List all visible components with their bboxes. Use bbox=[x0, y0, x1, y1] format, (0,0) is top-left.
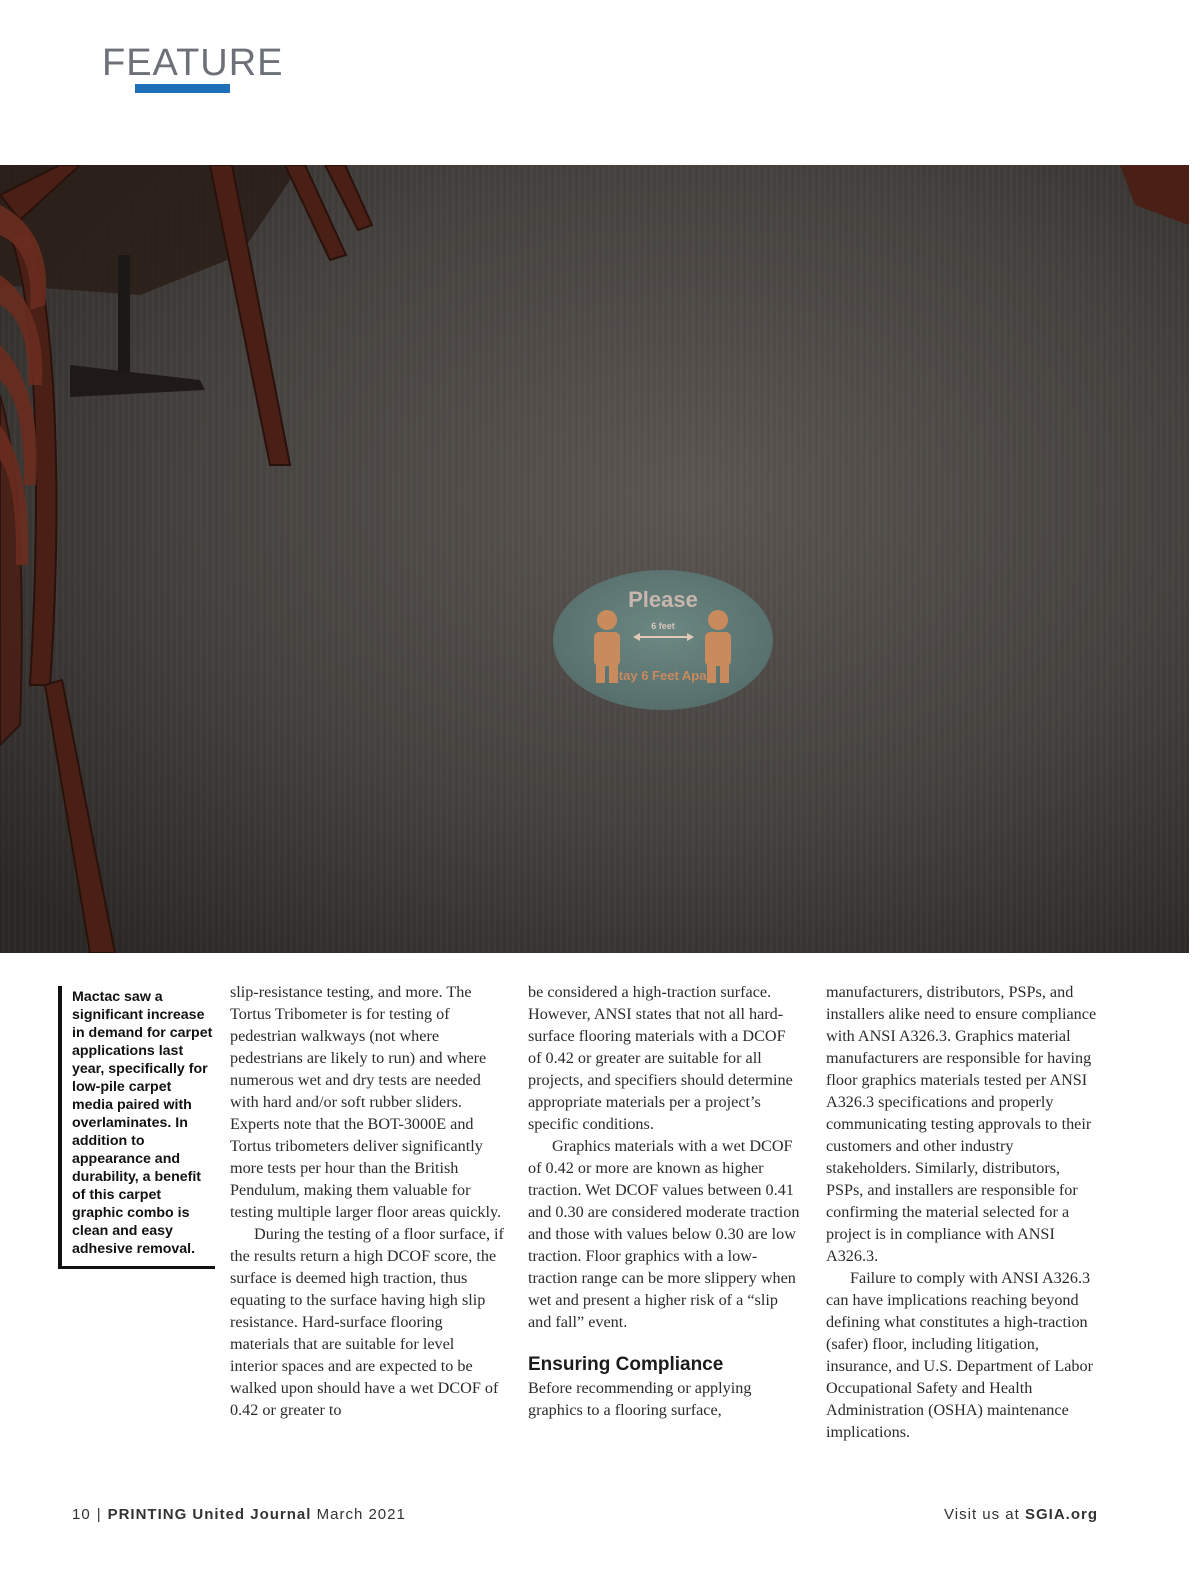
paragraph: slip-resistance testing, and more. The Tortus Tribometer is for testing of pedestrian walkways (not where pedestrians are likely to run) and where numerous wet and dry tests are needed with hard and/or soft rubber sliders. Experts note that the BOT-3000E and Tortus tribometers deliver significantly more tests per hour than the British Pendulum, making them valuable for testing multiple larger floor areas quickly. bbox=[230, 983, 502, 1221]
paragraph: Failure to comply with ANSI A326.3 can have implications reaching beyond defining what constitutes a high-traction (safer) floor, including litigation, insurance, and U.S. Department of Labor Occupational Safety and Health Administration (OSHA) maintenance implications. bbox=[826, 1269, 1094, 1441]
paragraph: manufacturers, distributors, PSPs, and installers alike need to ensure compliance with ANSI A326.3. Graphics material manufacturers are responsible for having floor graphics materials tested per ANSI A326.3 specifications and properly communicating testing approvals to their customers and other industry stakeholders. Similarly, distributors, PSPs, and installers are responsible for confirming the material selected for a project is in compliance with ANSI A326.3. bbox=[826, 983, 1097, 1265]
subheading-ensuring-compliance: Ensuring Compliance bbox=[528, 1354, 724, 1375]
publication-name: PRINTING United Journal bbox=[107, 1506, 312, 1523]
article-column-3 bbox=[826, 981, 1101, 1443]
paragraph: Graphics materials with a wet DCOF of 0.42 or more are known as higher traction. Wet DCOF values between 0.41 and 0.30 are considered moderate traction and those with values below 0.30 are low traction. Floor graphics with a low-traction range can be more slippery when wet and present a higher risk of a “slip and fall” event. bbox=[528, 1137, 800, 1331]
section-label: FEATURE bbox=[102, 42, 284, 84]
paragraph: be considered a high-traction surface. However, ANSI states that not all hard-surface flooring materials with a DCOF of 0.42 or greater are suitable for all projects, and specifiers should determine appropriate materials per a project’s specific conditions. bbox=[528, 983, 793, 1133]
paragraph: Before recommending or applying graphics to a flooring surface, bbox=[528, 1379, 752, 1419]
decal-top-text: Please bbox=[628, 587, 698, 612]
issue-date: March 2021 bbox=[316, 1506, 406, 1523]
decal-distance-text: 6 feet bbox=[651, 621, 675, 631]
footer-website bbox=[944, 1506, 1098, 1523]
page-number: 10 bbox=[72, 1506, 91, 1523]
visit-text: Visit us at bbox=[944, 1506, 1020, 1523]
paragraph: During the testing of a floor surface, if the results return a high DCOF score, the surface is deemed high traction, thus equating to the surface having high slip resistance. Hard-surface flooring materials that are suitable for level interior spaces and are expected to be walked upon should have a wet DCOF of 0.42 or greater to bbox=[230, 1225, 504, 1419]
website-link[interactable]: SGIA.org bbox=[1024, 1506, 1098, 1523]
footer-separator: | bbox=[96, 1506, 102, 1523]
article-column-1 bbox=[230, 981, 505, 1421]
decal-bottom-text: Stay 6 Feet Apart bbox=[610, 668, 716, 683]
footer-publication-info bbox=[72, 1506, 406, 1523]
photo-caption: Mactac saw a significant increase in demand for carpet applications last year, specifically for low-pile carpet media paired with overlaminates. In addition to appearance and durability, a benefit of this carpet graphic combo is clean and easy adhesive removal. bbox=[58, 986, 215, 1269]
section-accent-bar bbox=[135, 84, 230, 93]
article-column-2 bbox=[528, 981, 803, 1421]
carpet-floor-graphic-photo bbox=[0, 165, 1189, 953]
